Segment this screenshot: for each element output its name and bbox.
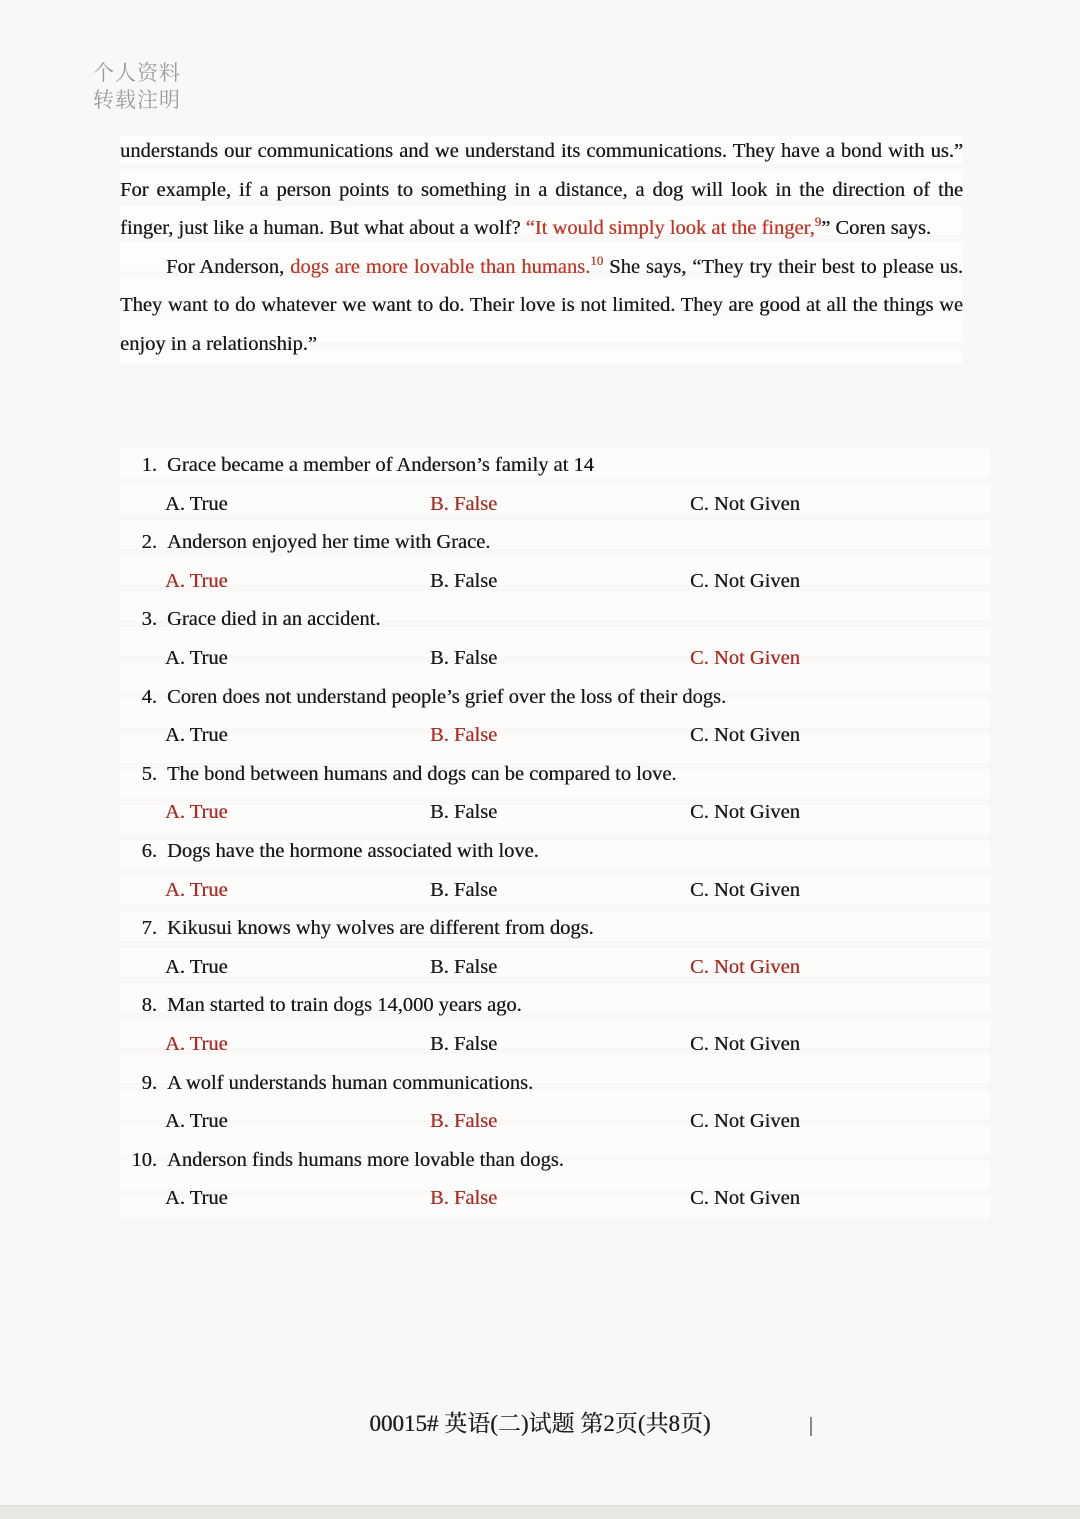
question-options-row xyxy=(120,871,990,910)
footnote-marker-9: 9 xyxy=(814,214,822,230)
question-stem: Coren does not understand people’s grief over the loss of their dogs. xyxy=(167,685,727,708)
option-label: A. True xyxy=(165,646,228,669)
passage-text: understands our communications and we understand its communications. They have a bond with us.” For example, if a person points to something in a distance, a dog will look in the direction of the finger, just like a human. But what about a wolf? xyxy=(120,140,963,240)
option-label: C. Not Given xyxy=(690,1187,800,1210)
reading-passage xyxy=(120,132,963,364)
question-item xyxy=(120,446,990,523)
question-number: 1. xyxy=(141,454,157,476)
option-label: A. True xyxy=(165,492,228,515)
question-number: 6. xyxy=(141,839,157,862)
option-label: B. False xyxy=(430,1032,498,1055)
question-stem-row xyxy=(120,600,990,639)
question-number: 4. xyxy=(141,685,157,708)
option-label: A. True xyxy=(165,801,228,824)
question-number: 3. xyxy=(141,608,157,631)
passage-red-text: “It would simply look at the finger, xyxy=(525,217,815,240)
question-item xyxy=(120,600,990,677)
option-label: B. False xyxy=(430,646,498,669)
question-stem-row xyxy=(120,446,990,485)
question-item xyxy=(120,523,990,600)
question-number: 2. xyxy=(141,531,157,554)
question-options-row xyxy=(120,948,990,987)
option-label: C. Not Given xyxy=(690,569,800,592)
option-label: A. True xyxy=(165,569,228,592)
passage-red-text: dogs are more lovable than humans. xyxy=(290,255,591,278)
option-label: C. Not Given xyxy=(690,646,800,669)
option-label: A. True xyxy=(165,1032,228,1055)
option-label: C. Not Given xyxy=(690,1032,800,1055)
question-stem-row xyxy=(120,986,990,1025)
question-stem: Grace became a member of Anderson’s family at 14 xyxy=(167,454,594,476)
question-stem-row xyxy=(120,1064,990,1103)
option-label: B. False xyxy=(430,955,498,978)
question-stem-row xyxy=(120,755,990,794)
question-stem: The bond between humans and dogs can be compared to love. xyxy=(167,762,677,785)
scan-edge-shadow xyxy=(0,1505,1080,1519)
question-options-row xyxy=(120,639,990,678)
question-stem-row xyxy=(120,832,990,871)
questions-list xyxy=(120,446,990,1218)
question-options-row xyxy=(120,1179,990,1218)
option-label: C. Not Given xyxy=(690,878,800,901)
option-label: C. Not Given xyxy=(690,492,800,515)
question-options-row xyxy=(120,1102,990,1141)
option-label: C. Not Given xyxy=(690,724,800,747)
option-label: B. False xyxy=(430,1187,498,1210)
question-number: 9. xyxy=(141,1071,157,1094)
question-item xyxy=(120,832,990,909)
passage-text: She says, “They try their best to please us. They want to do whatever we want to do. Their love is not limited. They are good at all the things we enjoy in a relationship.” xyxy=(120,255,964,355)
page-footer: 00015# 英语(二)试题 第2页(共8页) xyxy=(369,1411,711,1436)
option-label: A. True xyxy=(165,878,228,901)
question-options-row xyxy=(120,716,990,755)
scan-stray-mark xyxy=(810,1417,812,1436)
question-stem: Anderson enjoyed her time with Grace. xyxy=(167,531,491,554)
option-label: B. False xyxy=(430,1110,498,1133)
question-stem-row xyxy=(120,909,990,948)
question-stem-row xyxy=(120,678,990,717)
passage-text: For Anderson, xyxy=(166,255,291,278)
question-item xyxy=(120,678,990,755)
question-options-row xyxy=(120,1025,990,1064)
option-label: B. False xyxy=(430,801,498,824)
passage-text: ” Coren says. xyxy=(821,217,932,240)
option-label: B. False xyxy=(430,724,498,747)
option-label: A. True xyxy=(165,955,228,978)
option-label: B. False xyxy=(430,569,498,592)
question-number: 7. xyxy=(141,917,157,940)
question-stem: Anderson finds humans more lovable than dogs. xyxy=(167,1148,564,1171)
question-stem: Man started to train dogs 14,000 years ago. xyxy=(167,994,522,1017)
question-options-row xyxy=(120,485,990,524)
option-label: C. Not Given xyxy=(690,955,800,978)
question-item xyxy=(120,986,990,1063)
question-item xyxy=(120,1141,990,1218)
footnote-marker-10: 10 xyxy=(590,252,604,268)
option-label: A. True xyxy=(165,1110,228,1133)
option-label: A. True xyxy=(165,724,228,747)
question-stem: A wolf understands human communications. xyxy=(167,1071,534,1094)
passage-paragraph-1 xyxy=(120,132,963,248)
question-item xyxy=(120,755,990,832)
question-item xyxy=(120,909,990,986)
option-label: C. Not Given xyxy=(690,1110,800,1133)
passage-paragraph-2 xyxy=(120,248,963,364)
question-options-row xyxy=(120,562,990,601)
question-options-row xyxy=(120,793,990,832)
watermark-line1: 个人资料 xyxy=(93,61,181,85)
watermark xyxy=(93,60,181,114)
watermark-line2: 转载注明 xyxy=(93,88,181,112)
option-label: A. True xyxy=(165,1187,228,1210)
question-stem-row xyxy=(120,1141,990,1180)
option-label: B. False xyxy=(430,492,498,515)
question-item xyxy=(120,1064,990,1141)
option-label: C. Not Given xyxy=(690,801,800,824)
question-number: 5. xyxy=(141,762,157,785)
question-stem: Dogs have the hormone associated with love. xyxy=(167,839,539,862)
option-label: B. False xyxy=(430,878,498,901)
question-stem: Kikusui knows why wolves are different from dogs. xyxy=(167,917,594,940)
question-stem-row xyxy=(120,523,990,562)
question-stem: Grace died in an accident. xyxy=(167,608,381,631)
question-number: 10. xyxy=(131,1148,157,1171)
question-number: 8. xyxy=(141,994,157,1017)
